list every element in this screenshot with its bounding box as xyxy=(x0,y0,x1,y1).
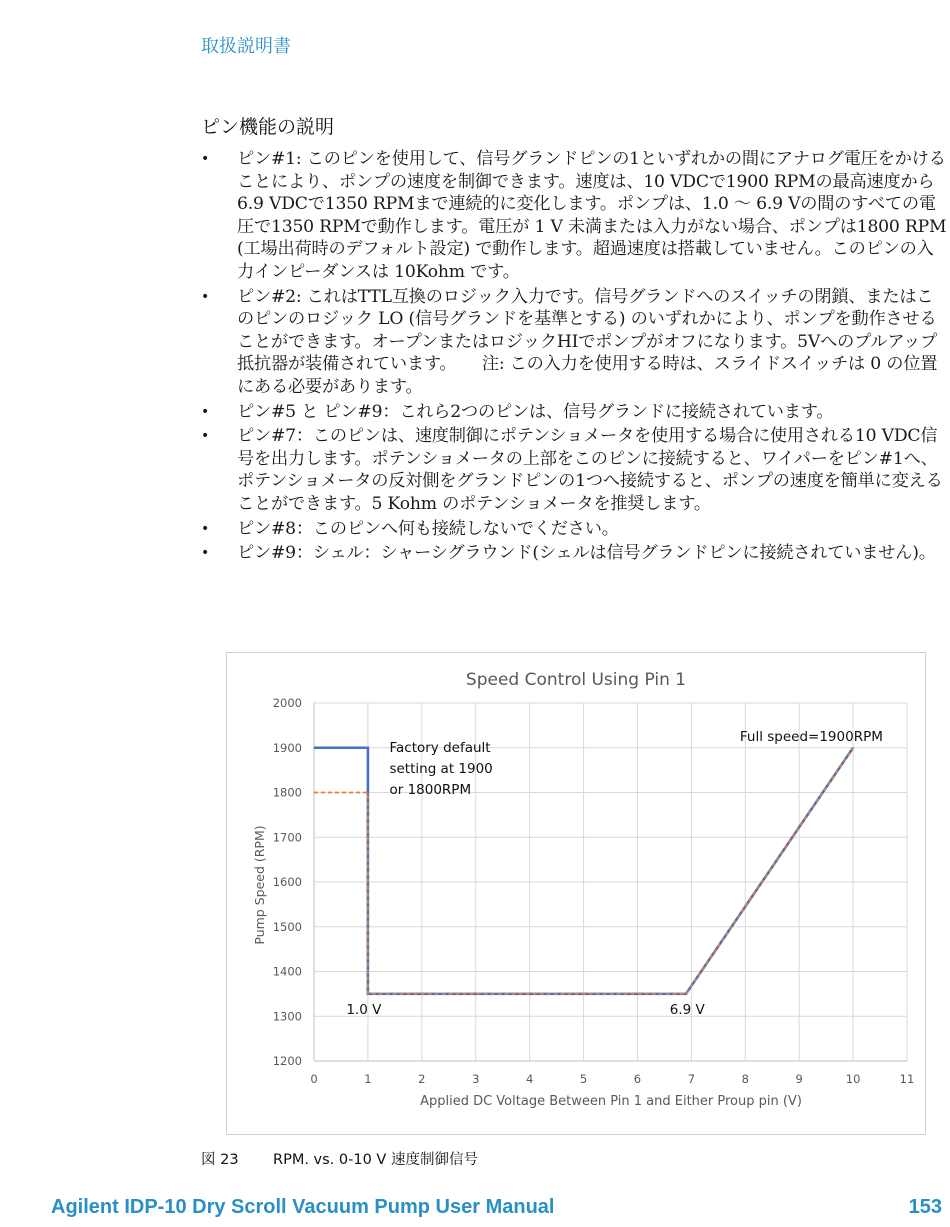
manual-header-title: 取扱説明書 xyxy=(201,36,291,57)
x-tick-label: 2 xyxy=(418,1072,426,1086)
chart-annotation xyxy=(670,1002,706,1018)
section-heading: ピン機能の説明 xyxy=(201,116,335,138)
list-item xyxy=(201,425,949,515)
list-item-text: ピン#5 と ピン#9：これら2つのピンは、信号グランドに接続されています。 xyxy=(237,401,834,422)
annotation-line: 1.0 V xyxy=(346,1002,382,1019)
list-item-text: ピン#1: このピンを使用して、信号グランドピンの1といずれかの間にアナログ電圧をかけることにより、ポンプの速度を制御できます。速度は、10 VDCで1900 RPMの最高速度から 6.9 VDCで1350 RPMまで連続的に変化します。ポンプは、1.0 ～ 6.9 Vの間のすべての電圧で1350 RPMで動作します。電圧が 1 V 未満または入力がない場合、ポンプは1800 RPM (工場出荷時のデフォルト設定) で動作します。超過速度は搭載していません。このピンの入力インピーダンスは 10Kohm です。 xyxy=(237,149,947,282)
chart-annotation xyxy=(346,1002,382,1018)
x-tick-label: 0 xyxy=(310,1072,318,1086)
data-point xyxy=(685,993,686,994)
y-tick-label: 1300 xyxy=(272,1009,302,1024)
bullet-icon: • xyxy=(201,545,210,562)
list-item-text: ピン#9：シェル：シャーシグラウンド(シェルは信号グランドピンに接続されていません)。 xyxy=(237,543,936,564)
bullet-icon: • xyxy=(201,403,210,420)
list-item xyxy=(201,518,949,541)
data-point xyxy=(367,792,368,793)
annotation-line: 6.9 V xyxy=(669,1002,705,1019)
chart-annotation xyxy=(740,729,883,745)
list-item xyxy=(201,401,949,424)
data-point xyxy=(313,792,314,793)
list-item-text: ピン#7：このピンは、速度制御にポテンショメータを使用する場合に使用される10 VDC信号を出力します。ポテンショメータの上部をこのピンに接続すると、ワイパーをピン#1へ、ポテンショメータの反対側をグランドピンの1つへ接続すると、ポンプの速度を簡単に変えることができます。5 Kohm のポテンショメータを推奨します。 xyxy=(237,426,943,514)
y-tick-label: 1900 xyxy=(272,740,302,755)
x-tick-label: 4 xyxy=(525,1072,534,1086)
chart-annotation xyxy=(389,740,492,798)
list-item-text: ピン#2: これはTTL互換のロジック入力です。信号グランドへのスイッチの閉鎖、またはこのピンのロジック LO (信号グランドを基準とする) のいずれかにより、ポンプを動作させることができます。オープンまたはロジックHIでポンプがオフになります。5Vへのプルアップ抵抗器が装備されています。 注: この入力を使用する時は、スライドスイッチは 0 の位置にある必要があります。 xyxy=(237,286,938,397)
x-axis-label: Applied DC Voltage Between Pin 1 and Either Proup pin (V) xyxy=(420,1094,802,1109)
data-point xyxy=(852,747,853,748)
data-point xyxy=(367,993,368,994)
bullet-icon: • xyxy=(201,288,210,305)
x-tick-label: 8 xyxy=(741,1072,749,1086)
y-tick-label: 1600 xyxy=(272,875,302,889)
annotation-line: or 1800RPM xyxy=(389,782,472,799)
data-point xyxy=(367,747,368,748)
chart-labels xyxy=(346,729,883,1018)
y-axis-label: Pump Speed (RPM) xyxy=(252,825,267,945)
x-tick-label: 3 xyxy=(472,1072,480,1086)
figure-number: 図 23 xyxy=(201,1152,239,1168)
x-tick-label: 5 xyxy=(579,1072,588,1086)
y-tick-label: 1500 xyxy=(272,919,302,934)
figure-caption xyxy=(201,1148,478,1169)
x-tick-label: 1 xyxy=(364,1072,372,1086)
x-tick-label: 10 xyxy=(845,1072,861,1086)
page-number: 153 xyxy=(908,1196,942,1218)
y-tick-label: 1200 xyxy=(272,1054,302,1068)
data-point xyxy=(313,747,314,748)
y-tick-label: 1700 xyxy=(272,830,302,845)
chart-canvas xyxy=(227,653,925,1134)
y-tick-label: 2000 xyxy=(272,696,302,710)
y-tick-label: 1800 xyxy=(272,785,302,800)
list-item xyxy=(201,286,949,399)
list-item xyxy=(201,148,949,284)
chart-title: Speed Control Using Pin 1 xyxy=(465,670,687,690)
footer-title: Agilent IDP-10 Dry Scroll Vacuum Pump User Manual xyxy=(51,1196,555,1218)
bullet-icon: • xyxy=(201,520,210,537)
y-tick-label: 1400 xyxy=(272,964,302,979)
x-tick-label: 11 xyxy=(899,1072,915,1086)
x-tick-label: 9 xyxy=(795,1072,803,1086)
figure-caption-text: RPM. vs. 0-10 V 速度制御信号 xyxy=(273,1152,478,1168)
chart-grid xyxy=(314,703,907,1061)
bullet-icon: • xyxy=(201,428,210,445)
annotation-line: Factory default xyxy=(389,740,491,757)
bullet-icon: • xyxy=(201,151,210,167)
annotation-line: setting at 1900 xyxy=(389,761,493,778)
list-item-text: ピン#8：このピンへ何も接続しないでください。 xyxy=(237,518,619,539)
x-tick-label: 6 xyxy=(633,1072,642,1086)
speed-control-chart xyxy=(226,652,926,1135)
pin-description-list xyxy=(201,148,949,567)
annotation-line: Full speed=1900RPM xyxy=(739,729,883,746)
x-tick-label: 7 xyxy=(687,1072,696,1086)
list-item xyxy=(201,542,949,565)
